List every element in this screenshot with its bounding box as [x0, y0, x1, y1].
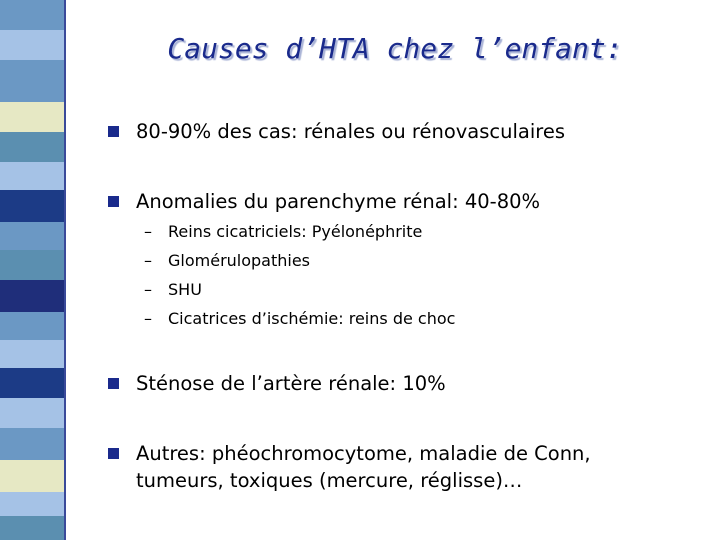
sub-item	[144, 222, 422, 242]
stripe-divider	[64, 0, 66, 540]
bullet-item	[108, 118, 565, 145]
sub-item-text: Glomérulopathies	[168, 251, 311, 270]
sub-item-text: SHU	[168, 280, 202, 299]
dash-marker: –	[144, 251, 152, 270]
bullet-square-icon	[108, 126, 119, 137]
sub-item-text: Cicatrices d’ischémie: reins de choc	[168, 309, 456, 328]
bullet-text-line: Autres: phéochromocytome, maladie de Conn,	[136, 442, 591, 465]
dash-marker: –	[144, 222, 152, 241]
sub-item-text: Reins cicatriciels: Pyélonéphrite	[168, 222, 423, 241]
dash-marker: –	[144, 309, 152, 328]
stripe-segment	[0, 368, 64, 398]
bullet-item	[108, 440, 591, 494]
stripe-segment	[0, 132, 64, 162]
stripe-segment	[0, 222, 64, 250]
bullet-text: 80-90% des cas: rénales ou rénovasculaires	[136, 120, 566, 143]
sub-item	[144, 309, 455, 329]
sub-item	[144, 251, 310, 271]
bullet-text: Sténose de l’artère rénale: 10%	[136, 372, 446, 395]
bullet-text-line: tumeurs, toxiques (mercure, réglisse)…	[136, 469, 523, 492]
stripe-segment	[0, 398, 64, 428]
bullet-text	[136, 440, 591, 494]
bullet-square-icon	[108, 196, 119, 207]
stripe-segment	[0, 162, 64, 190]
bullet-square-icon	[108, 378, 119, 389]
stripe-segment	[0, 280, 64, 312]
decorative-stripe	[0, 0, 64, 540]
bullet-item	[108, 188, 540, 215]
stripe-segment	[0, 60, 64, 102]
dash-marker: –	[144, 280, 152, 299]
stripe-segment	[0, 492, 64, 516]
stripe-segment	[0, 30, 64, 60]
stripe-segment	[0, 428, 64, 460]
bullet-text: Anomalies du parenchyme rénal: 40-80%	[136, 190, 541, 213]
bullet-square-icon	[108, 448, 119, 459]
sub-item	[144, 280, 202, 300]
stripe-segment	[0, 312, 64, 340]
stripe-segment	[0, 0, 64, 30]
bullet-item	[108, 370, 446, 397]
stripe-segment	[0, 250, 64, 280]
slide-title: Causes d’HTA chez l’enfant:	[167, 32, 623, 65]
stripe-segment	[0, 102, 64, 132]
stripe-segment	[0, 340, 64, 368]
stripe-segment	[0, 460, 64, 492]
stripe-segment	[0, 516, 64, 540]
stripe-segment	[0, 190, 64, 222]
